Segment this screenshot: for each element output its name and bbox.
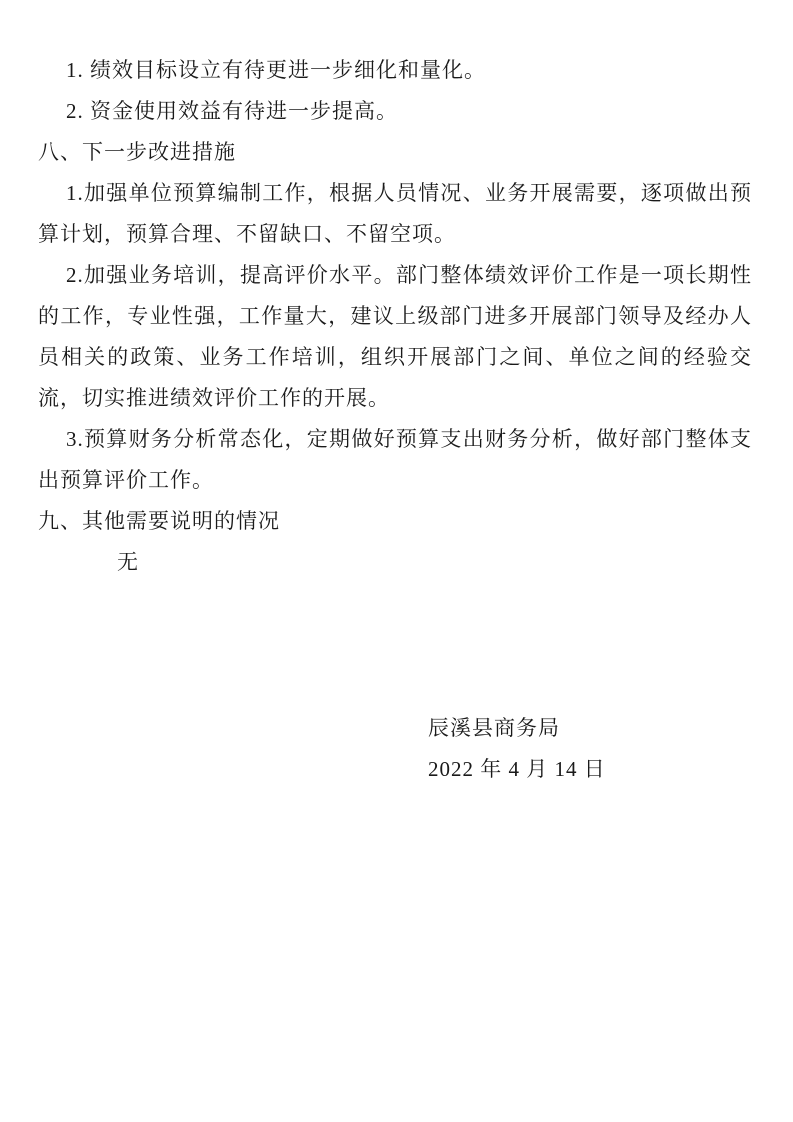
section-nine-heading: 九、其他需要说明的情况 <box>38 509 280 533</box>
section-eight-paragraph-3: 3.预算财务分析常态化，定期做好预算支出财务分析，做好部门整体支出预算评价工作。 <box>38 427 752 492</box>
section-eight-paragraph-2: 2.加强业务培训，提高评价水平。部门整体绩效评价工作是一项长期性的工作，专业性强，工作量大，建议上级部门进多开展部门领导及经办人员相关的政策、业务工作培训，组织开展部门之间、单位之间的经验交流，切实推进绩效评价工作的开展。 <box>38 263 752 410</box>
section-nine-content: 无 <box>117 550 139 574</box>
issue-item-1: 1. 绩效目标设立有待更进一步细化和量化。 <box>66 58 486 82</box>
signature-organization: 辰溪县商务局 <box>428 716 560 740</box>
section-eight-paragraph-1: 1.加强单位预算编制工作，根据人员情况、业务开展需要，逐项做出预算计划，预算合理、不留缺口、不留空项。 <box>38 181 752 246</box>
section-eight-heading: 八、下一步改进措施 <box>38 140 236 164</box>
issue-item-2: 2. 资金使用效益有待进一步提高。 <box>66 99 398 123</box>
signature-block <box>38 708 752 790</box>
signature-date: 2022 年 4 月 14 日 <box>428 757 606 781</box>
